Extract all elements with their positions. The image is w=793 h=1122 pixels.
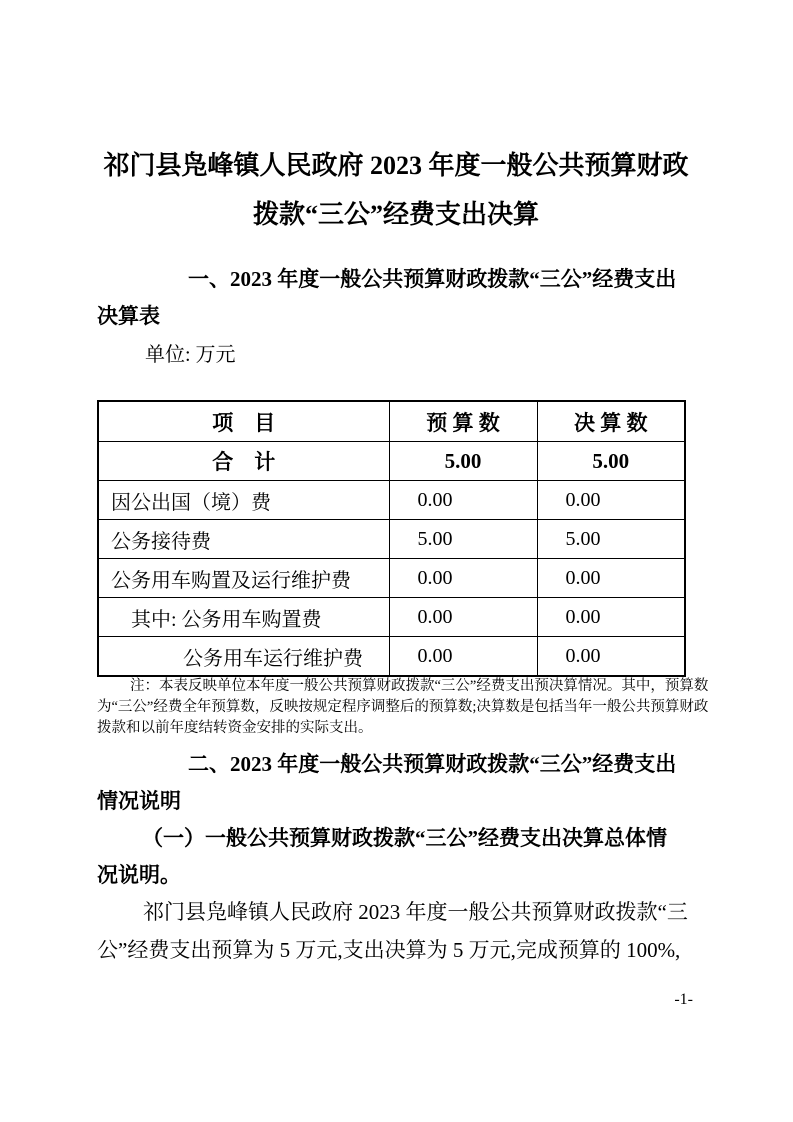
table-header-budget: 预 算 数 [389,401,537,442]
unit-label: 单位: 万元 [145,344,236,366]
table-row-total [98,442,685,481]
section2-heading [97,746,697,820]
row-vehicle-maintenance-budget: 0.00 [389,637,537,677]
table-header-final: 决 算 数 [537,401,685,442]
section2-heading-line-2: 情况说明 [97,789,181,813]
sub1-heading-line-2: 况说明。 [97,863,181,887]
note-line-1: 注：本表反映单位本年度一般公共预算财政拨款“三公”经费支出预决算情况。其中，预算数 [130,678,709,694]
row-total-budget: 5.00 [389,442,537,481]
paragraph-line-2: 公”经费支出预算为 5 万元,支出决算为 5 万元,完成预算的 100%, [97,938,681,962]
row-total-label: 合 计 [98,442,389,481]
section1-heading-line-1: 一、2023 年度一般公共预算财政拨款“三公”经费支出 [188,267,677,291]
table-row-reception [98,520,685,559]
row-vehicle-total-label: 公务用车购置及运行维护费 [98,559,389,598]
row-vehicle-maintenance-final: 0.00 [537,637,685,677]
row-vehicle-purchase-label: 其中: 公务用车购置费 [98,598,389,637]
title-line-2: 拨款“三公”经费支出决算 [252,200,539,229]
table-header-row [98,401,685,442]
table-row-vehicle-purchase [98,598,685,637]
row-abroad-budget: 0.00 [389,481,537,520]
page-number: -1- [674,991,693,1008]
row-vehicle-total-budget: 0.00 [389,559,537,598]
table-row-vehicle-maintenance [98,637,685,677]
table-row-abroad [98,481,685,520]
row-reception-label: 公务接待费 [98,520,389,559]
table-row-vehicle-total [98,559,685,598]
section2-heading-line-1: 二、2023 年度一般公共预算财政拨款“三公”经费支出 [188,752,677,776]
title-line-1: 祁门县凫峰镇人民政府 2023 年度一般公共预算财政 [103,151,689,180]
section1-heading [97,261,697,335]
section2-sub1-heading [97,820,697,894]
three-public-expense-table [97,400,686,677]
note-line-2: 为“三公”经费全年预算数，反映按规定程序调整后的预算数;决算数是包括当年一般公共预算财政 [97,699,709,715]
row-total-final: 5.00 [537,442,685,481]
section1-heading-line-2: 决算表 [97,304,160,328]
row-reception-final: 5.00 [537,520,685,559]
row-vehicle-purchase-final: 0.00 [537,598,685,637]
row-vehicle-purchase-budget: 0.00 [389,598,537,637]
row-vehicle-maintenance-label: 公务用车运行维护费 [98,637,389,677]
table-note [97,676,709,739]
row-vehicle-total-final: 0.00 [537,559,685,598]
row-reception-budget: 5.00 [389,520,537,559]
document-title [97,141,695,239]
paragraph-line-1: 祁门县凫峰镇人民政府 2023 年度一般公共预算财政拨款“三 [143,900,688,924]
table-header-item: 项 目 [98,401,389,442]
note-line-3: 拨款和以前年度结转资金安排的实际支出。 [97,720,373,736]
row-abroad-label: 因公出国（境）费 [98,481,389,520]
sub1-heading-line-1: （一）一般公共预算财政拨款“三公”经费支出决算总体情 [142,826,667,850]
overall-situation-paragraph [97,893,697,969]
row-abroad-final: 0.00 [537,481,685,520]
